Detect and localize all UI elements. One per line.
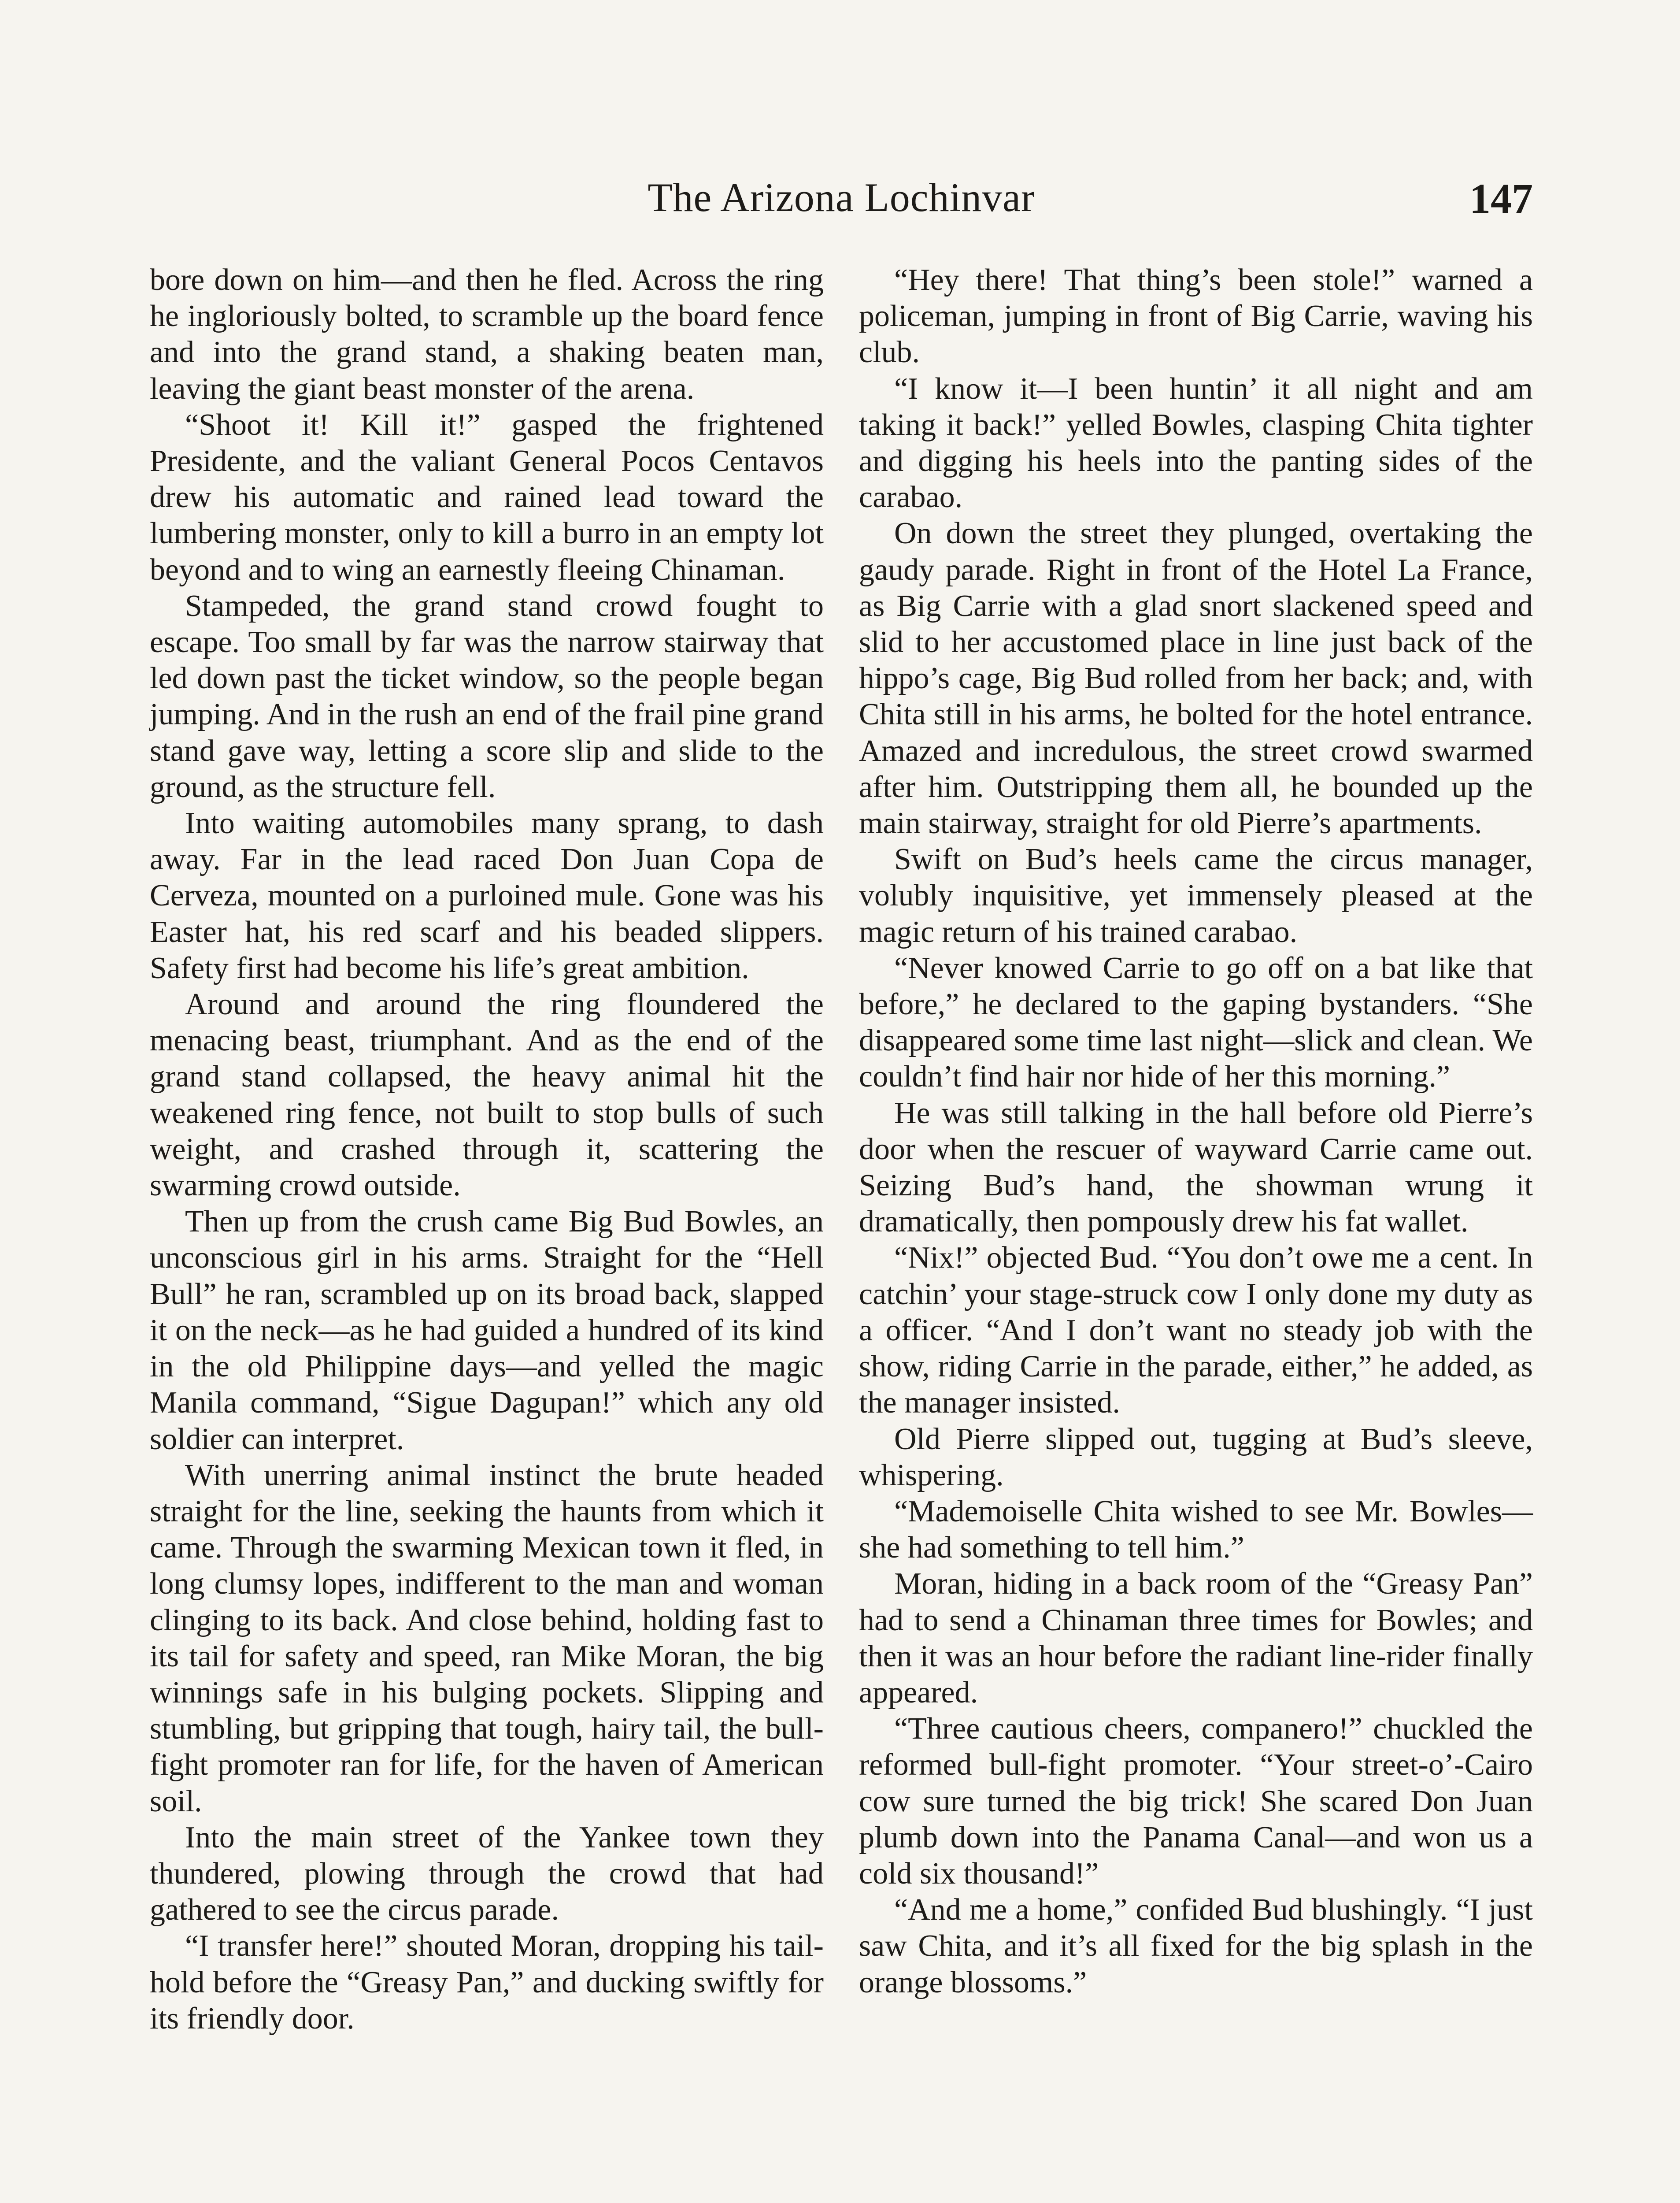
paragraph: He was still talking in the hall before old Pierre’s door when the rescuer of wayward Carrie came out. Seizing Bud’s hand, the showman wrung it dramatically, then pompously drew his fat wallet. — [859, 1096, 1533, 1239]
right-column — [859, 262, 1533, 2203]
paragraph: Into waiting automobiles many sprang, to dash away. Far in the lead raced Don Juan Copa de Cerveza, mounted on a purloined mule. Gone was his Easter hat, his red scarf and his beaded slippers. Safety first had become his life’s great ambition. — [150, 806, 824, 985]
paragraph: Into the main street of the Yankee town they thundered, plowing through the crowd that had gathered to see the circus parade. — [150, 1820, 824, 1927]
paragraph: With unerring animal instinct the brute headed straight for the line, seeking the haunts from which it came. Through the swarming Mexican town it fled, in long clumsy lopes, indifferent to the man and woman clinging to its back. And close behind, holding fast to its tail for safety and speed, ran Mike Moran, the big winnings safe in his bulging pockets. Slipping and stumbling, but gripping that tough, hairy tail, the bull-fight promoter ran for life, for the haven of American soil. — [150, 1458, 824, 1818]
paragraph: “I transfer here!” shouted Moran, dropping his tail-hold before the “Greasy Pan,” and ducking swiftly for its friendly door. — [150, 1929, 824, 2036]
paragraph: Then up from the crush came Big Bud Bowles, an unconscious girl in his arms. Straight for the “Hell Bull” he ran, scrambled up on its broad back, slapped it on the neck—as he had guided a hundred of its kind in the old Philippine days—and yelled the magic Manila command, “Sigue Dagupan!” which any old soldier can interpret. — [150, 1205, 824, 1456]
paragraph: “Nix!” objected Bud. “You don’t owe me a cent. In catchin’ your stage-struck cow I only done my duty as a officer. “And I don’t want no steady job with the show, riding Carrie in the parade, either,” he added, as the manager insisted. — [859, 1241, 1533, 1420]
paragraph: Swift on Bud’s heels came the circus manager, volubly inquisitive, yet immensely pleased at the magic return of his trained carabao. — [859, 842, 1533, 949]
paragraph: “Three cautious cheers, companero!” chuckled the reformed bull-fight promoter. “Your street-o’-Cairo cow sure turned the big trick! She scared Don Juan plumb down into the Panama Canal—and won us a cold six thousand!” — [859, 1712, 1533, 1891]
paragraph: “I know it—I been huntin’ it all night and am taking it back!” yelled Bowles, clasping Chita tighter and digging his heels into the panting sides of the carabao. — [859, 371, 1533, 515]
paragraph: Moran, hiding in a back room of the “Greasy Pan” had to send a Chinaman three times for Bowles; and then it was an hour before the radiant line-rider finally appeared. — [859, 1567, 1533, 1710]
paragraph: “Shoot it! Kill it!” gasped the frightened Presidente, and the valiant General Pocos Centavos drew his automatic and rained lead toward the lumbering monster, only to kill a burro in an empty lot beyond and to wing an earnestly fleeing Chinaman. — [150, 408, 824, 587]
page-header — [150, 174, 1533, 227]
left-column — [150, 262, 824, 2203]
paragraph: Around and around the ring floundered the menacing beast, triumphant. And as the end of the grand stand collapsed, the heavy animal hit the weakened ring fence, not built to stop bulls of such weight, and crashed through it, scattering the swarming crowd outside. — [150, 987, 824, 1203]
paragraph: “And me a home,” confided Bud blushingly. “I just saw Chita, and it’s all fixed for the big splash in the orange blossoms.” — [859, 1893, 1533, 1999]
text-columns — [150, 262, 1533, 2203]
paragraph: Old Pierre slipped out, tugging at Bud’s sleeve, whispering. — [859, 1422, 1533, 1492]
paragraph: bore down on him—and then he fled. Across the ring he ingloriously bolted, to scramble up the board fence and into the grand stand, a shaking beaten man, leaving the giant beast monster of the arena. — [150, 263, 824, 406]
paragraph: “Mademoiselle Chita wished to see Mr. Bowles—she had something to tell him.” — [859, 1494, 1533, 1565]
page-number: 147 — [1469, 175, 1533, 222]
paragraph: On down the street they plunged, overtaking the gaudy parade. Right in front of the Hotel La France, as Big Carrie with a glad snort slackened speed and slid to her accustomed place in line just back of the hippo’s cage, Big Bud rolled from her back; and, with Chita still in his arms, he bolted for the hotel entrance. Amazed and incredulous, the street crowd swarmed after him. Outstripping them all, he bounded up the main stairway, straight for old Pierre’s apartments. — [859, 516, 1533, 841]
paragraph: “Hey there! That thing’s been stole!” warned a policeman, jumping in front of Big Carrie, waving his club. — [859, 263, 1533, 370]
paragraph: “Never knowed Carrie to go off on a bat like that before,” he declared to the gaping bystanders. “She disappeared some time last night—slick and clean. We couldn’t find hair nor hide of her this morning.” — [859, 951, 1533, 1094]
running-title: The Arizona Lochinvar — [648, 175, 1035, 220]
paragraph: Stampeded, the grand stand crowd fought to escape. Too small by far was the narrow stairway that led down past the ticket window, so the people began jumping. And in the rush an end of the frail pine grand stand gave way, letting a score slip and slide to the ground, as the structure fell. — [150, 589, 824, 804]
